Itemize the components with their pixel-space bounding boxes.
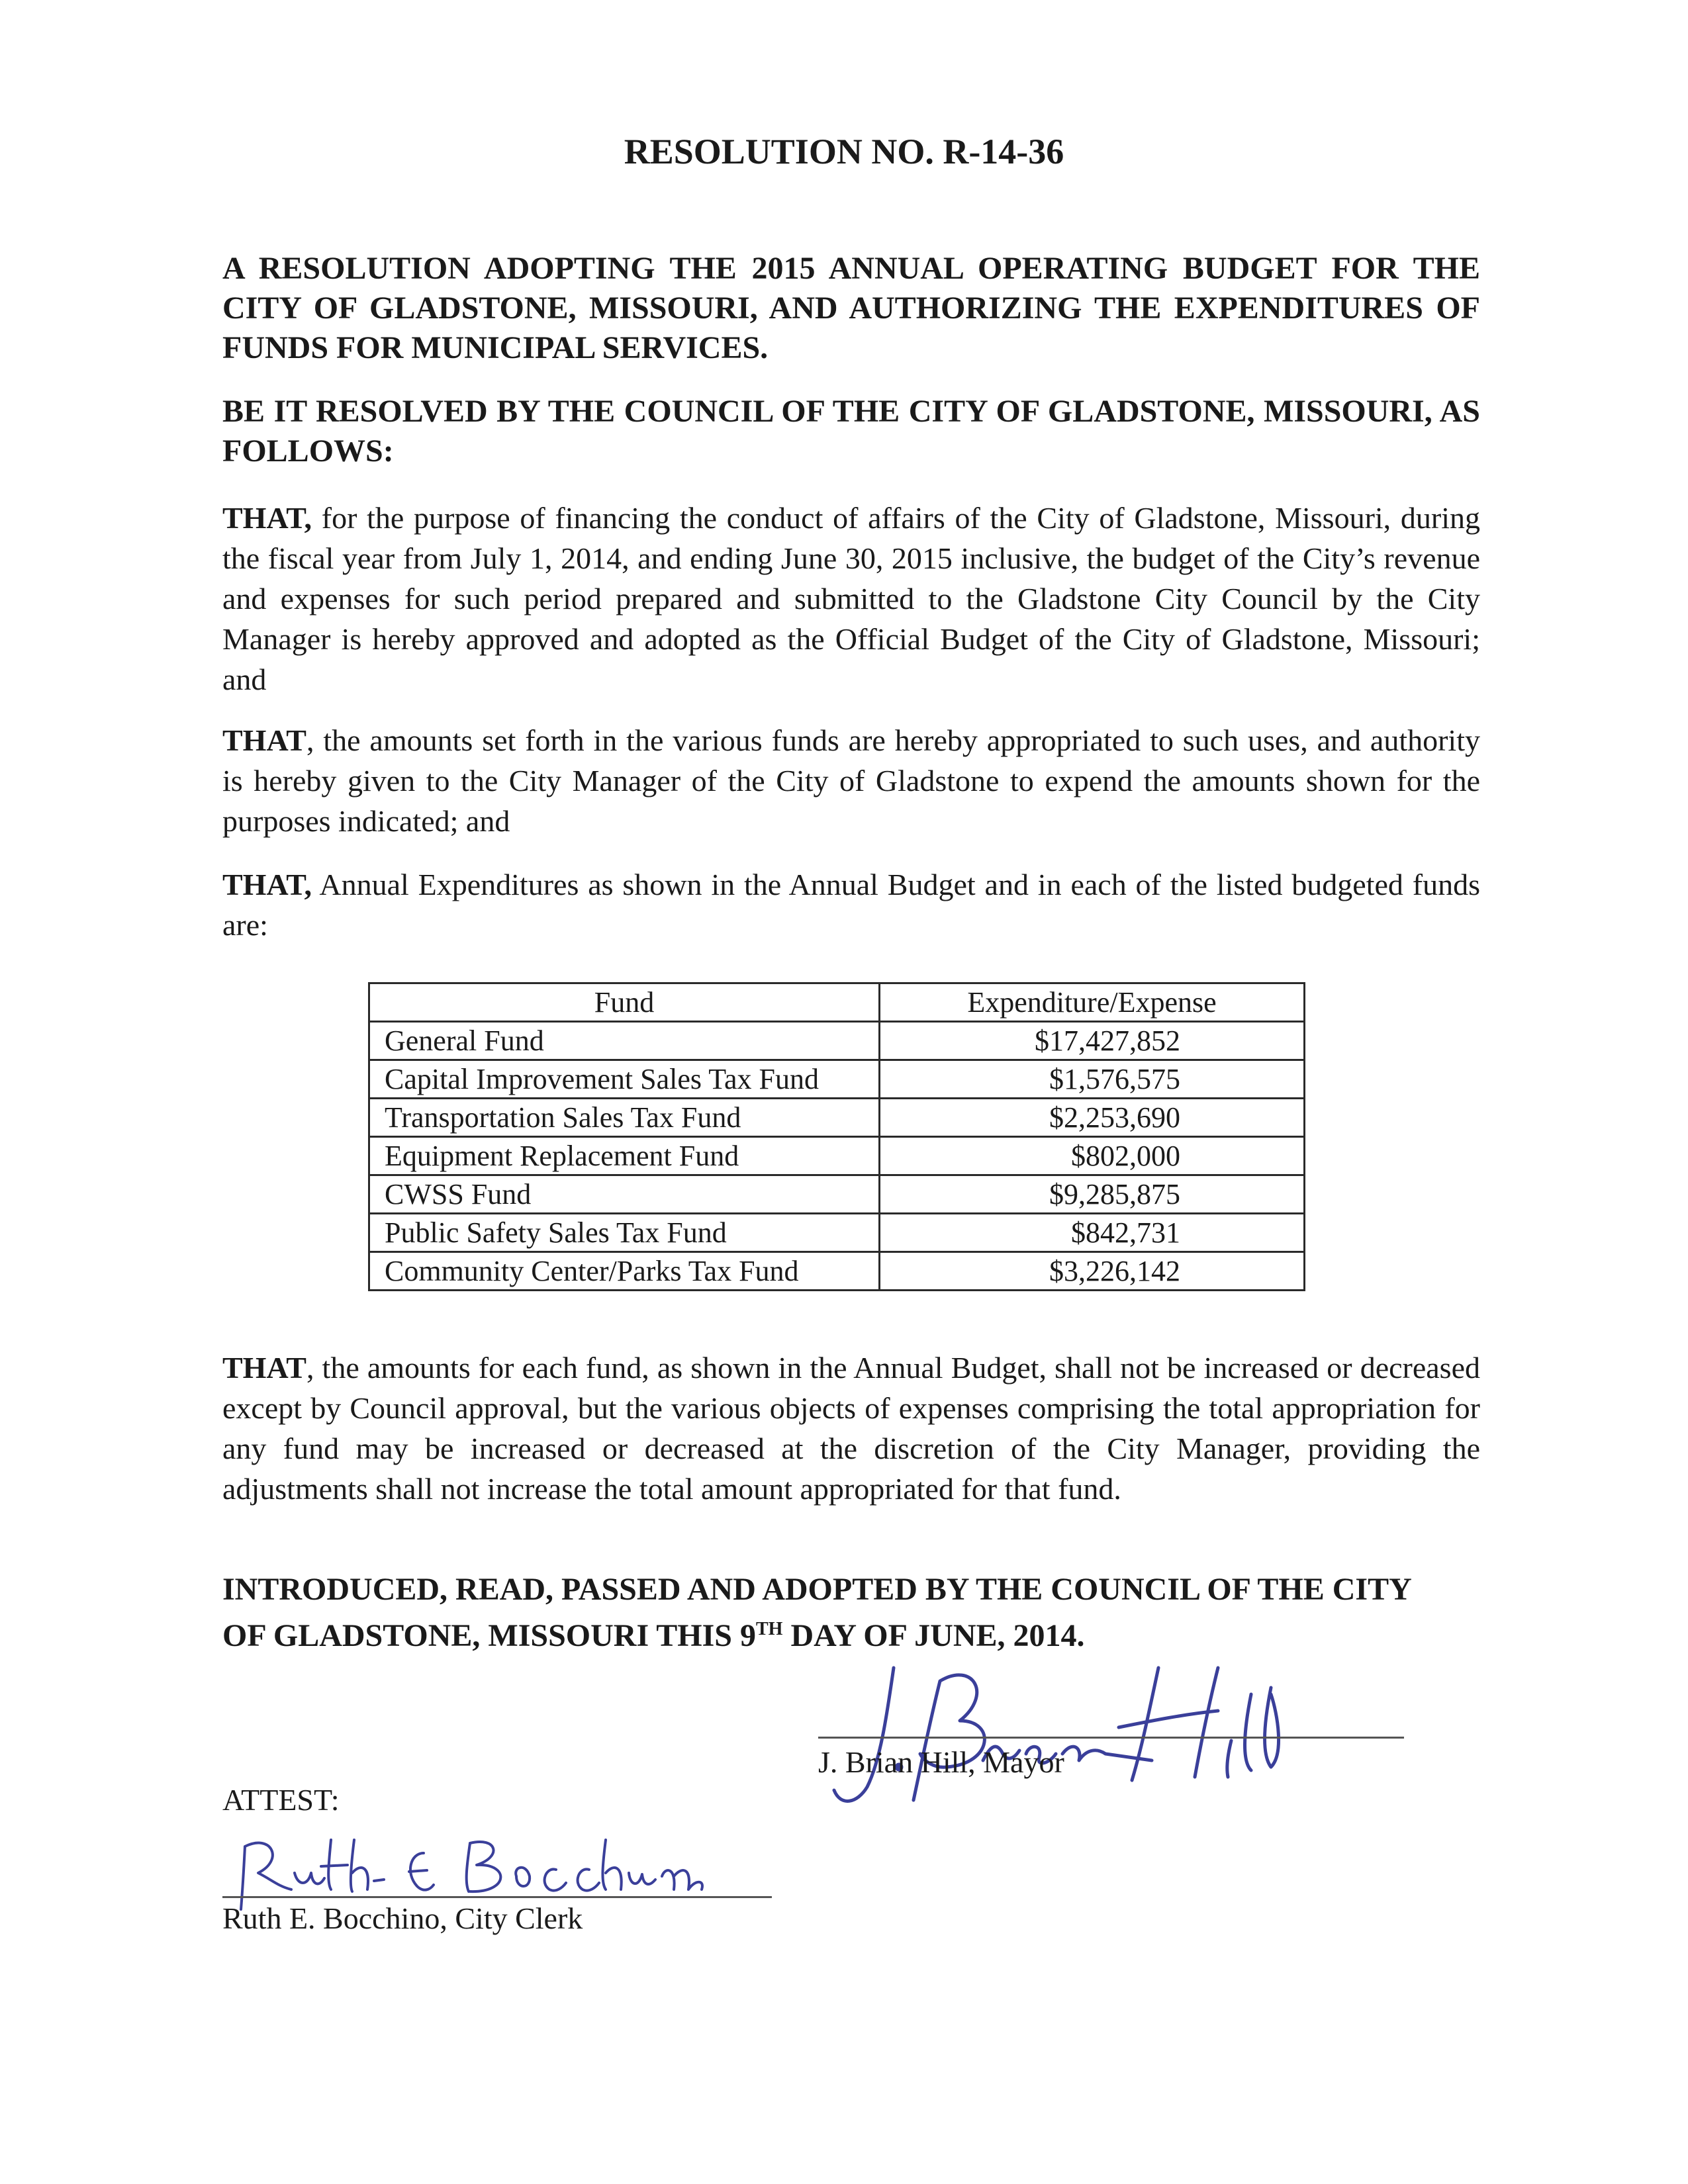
fund-amount: $802,000 (880, 1137, 1305, 1175)
clerk-signature-line (222, 1896, 772, 1898)
paragraph-expenditures (222, 864, 1480, 945)
fund-amount: $17,427,852 (880, 1022, 1305, 1060)
table-row (369, 1175, 1305, 1214)
table-header-row (369, 983, 1305, 1022)
fund-name: Equipment Replacement Fund (369, 1137, 880, 1175)
fund-amount: $3,226,142 (880, 1252, 1305, 1291)
paragraph-budget-adoption (222, 498, 1480, 700)
adoption-line-1: INTRODUCED, READ, PASSED AND ADOPTED BY THE COUNCIL OF THE CITY (222, 1572, 1412, 1607)
fund-amount: $9,285,875 (880, 1175, 1305, 1214)
paragraph-lead: THAT (222, 1351, 306, 1385)
paragraph-text: Annual Expenditures as shown in the Annual Budget and in each of the listed budgeted funds are: (222, 868, 1480, 942)
table-row (369, 1214, 1305, 1252)
table-row (369, 1137, 1305, 1175)
paragraph-text: for the purpose of financing the conduct of affairs of the City of Gladstone, Missouri, during the fiscal year from July 1, 2014, and ending June 30, 2015 inclusive, the budget of the City’s revenue and expenses for such period prepared and submitted to the Gladstone City Council by the City Manager is hereby approved and adopted as the Official Budget of the City of Gladstone, Missouri; and (222, 501, 1480, 696)
adoption-line-2-date: DAY OF JUNE, 2014. (782, 1618, 1085, 1653)
resolution-heading: A RESOLUTION ADOPTING THE 2015 ANNUAL OPERATING BUDGET FOR THE CITY OF GLADSTONE, MISSOURI, AND AUTHORIZING THE EXPENDITURES OF FUNDS FOR MUNICIPAL SERVICES. (222, 251, 1480, 365)
adoption-statement (222, 1570, 1480, 1656)
paragraph-appropriation (222, 720, 1480, 841)
attest-label: ATTEST: (222, 1783, 340, 1817)
fund-name: Community Center/Parks Tax Fund (369, 1252, 880, 1291)
fund-name: Public Safety Sales Tax Fund (369, 1214, 880, 1252)
ordinal-suffix: TH (756, 1619, 783, 1639)
table-row (369, 1060, 1305, 1099)
table-row (369, 1252, 1305, 1291)
fund-name: General Fund (369, 1022, 880, 1060)
fund-name: CWSS Fund (369, 1175, 880, 1214)
adoption-line-2-text: OF GLADSTONE, MISSOURI THIS 9 (222, 1618, 756, 1653)
paragraph-text: , the amounts for each fund, as shown in the Annual Budget, shall not be increased or decreased except by Council approval, but the various objects of expenses comprising the total appropriation for any fund may be increased or decreased at the discretion of the City Manager, providing the adjustments shall not increase the total amount appropriated for that fund. (222, 1351, 1480, 1506)
fund-name: Capital Improvement Sales Tax Fund (369, 1060, 880, 1099)
header-expenditure: Expenditure/Expense (880, 983, 1305, 1022)
fund-amount: $2,253,690 (880, 1099, 1305, 1137)
paragraph-lead: THAT (222, 723, 306, 757)
paragraph-text: , the amounts set forth in the various funds are hereby appropriated to such uses, and authority is hereby given to the City Manager of the City of Gladstone to expend the amounts shown for the purposes indicated; and (222, 723, 1480, 838)
header-fund: Fund (369, 983, 880, 1022)
resolved-clause: BE IT RESOLVED BY THE COUNCIL OF THE CITY OF GLADSTONE, MISSOURI, AS FOLLOWS: (222, 394, 1480, 469)
mayor-signature-line (818, 1737, 1404, 1739)
fund-amount: $1,576,575 (880, 1060, 1305, 1099)
clerk-name: Ruth E. Bocchino, City Clerk (222, 1901, 583, 1935)
fund-name: Transportation Sales Tax Fund (369, 1099, 880, 1137)
adoption-line-2 (222, 1618, 1085, 1653)
clerk-signature-image (232, 1827, 708, 1913)
fund-amount: $842,731 (880, 1214, 1305, 1252)
fund-expenditure-table (368, 982, 1305, 1291)
table-row (369, 1099, 1305, 1137)
table-row (369, 1022, 1305, 1060)
resolution-title: RESOLUTION NO. R-14-36 (624, 132, 1064, 171)
paragraph-adjustments (222, 1347, 1480, 1509)
paragraph-lead: THAT, (222, 868, 312, 901)
paragraph-lead: THAT, (222, 501, 312, 535)
mayor-name: J. Brian Hill, Mayor (818, 1745, 1064, 1779)
